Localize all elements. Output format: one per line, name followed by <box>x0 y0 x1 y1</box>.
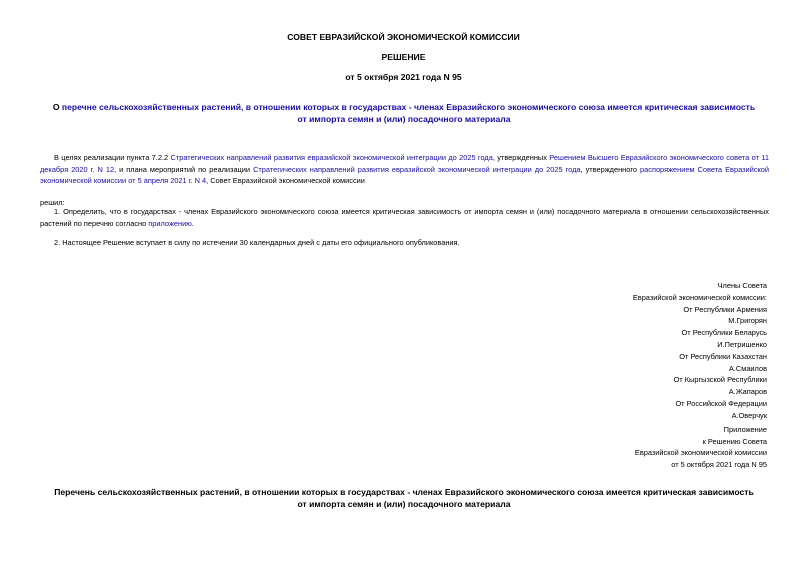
preamble-text-5: , Совет Евразийской экономической комиссии <box>206 176 365 185</box>
preamble-text-2: , утвержденных <box>492 153 550 162</box>
item-2-paragraph: 2. Настоящее Решение вступает в силу по истечении 30 календарных дней с даты его официального опубликования. <box>54 238 460 247</box>
signature-line: От Кыргызской Республики <box>673 375 767 385</box>
preamble-paragraph <box>40 152 769 187</box>
signature-line: А.Оверчук <box>731 410 767 420</box>
title-prefix: О <box>52 102 62 112</box>
signatures-block <box>633 280 767 422</box>
item-1-text: 1. Определить, что в государствах - членах Евразийского экономического союза имеется критическая зависимость от импорта семян и (или) посадочного материала в отношении сельскохозяйственных растений по перечню согласно <box>40 207 769 228</box>
signature-line: От Республики Беларусь <box>681 328 767 338</box>
item-1-paragraph <box>40 206 769 229</box>
org-heading: СОВЕТ ЕВРАЗИЙСКОЙ ЭКОНОМИЧЕСКОЙ КОМИССИИ <box>287 32 520 42</box>
appendix-block <box>635 424 767 470</box>
signature-line: А.Жапаров <box>728 387 767 397</box>
item-1-end: . <box>191 218 194 228</box>
signature-line: Члены Совета <box>717 281 767 290</box>
signature-line: От Республики Казахстан <box>679 351 767 361</box>
supreme-council-decision-link[interactable]: Решением Высшего Евразийского экономического совета от 11 декабря 2020 г. N 12 <box>40 153 769 174</box>
decided-label: решил: <box>40 198 65 207</box>
council-order-link[interactable]: распоряжением Совета Евразийской экономической комиссии от 5 апреля 2021 г. N 4 <box>40 164 770 185</box>
signature-line: М.Григорян <box>728 316 767 326</box>
preamble-text-3: , и плана мероприятий по реализации <box>114 164 254 174</box>
date-number-heading: от 5 октября 2021 года N 95 <box>345 72 462 82</box>
title-link[interactable]: перечне сельскохозяйственных растений, в отношении которых в государствах - членах Евразийского экономического союза имеется критическая зависимость <box>61 102 756 112</box>
strategy-link-2[interactable]: Стратегических направлений развития евразийской экономической интеграции до 2025 года <box>253 164 581 174</box>
appendix-line: Приложение <box>723 425 767 434</box>
appendix-title-line1: Перечень сельскохозяйственных растений, в отношении которых в государствах - членах Евразийского экономического союза имеется критическая зависимость <box>54 487 754 497</box>
signature-line: От Российской Федерации <box>675 398 767 408</box>
decision-title <box>36 101 772 125</box>
appendix-line: от 5 октября 2021 года N 95 <box>671 459 767 469</box>
doc-type-heading: РЕШЕНИЕ <box>381 52 426 62</box>
preamble-text-1: В целях реализации пункта 7.2.2 <box>54 153 171 162</box>
title-link-line2[interactable]: от импорта семян и (или) посадочного материала <box>297 114 511 124</box>
strategy-link-1[interactable]: Стратегических направлений развития евразийской экономической интеграции до 2025 года <box>170 153 493 162</box>
appendix-line: к Решению Совета <box>702 436 767 446</box>
preamble-text-4: , утвержденного <box>580 164 641 174</box>
appendix-title <box>36 486 772 510</box>
appendix-line: Евразийской экономической комиссии <box>634 448 767 457</box>
appendix-title-line2: от импорта семян и (или) посадочного материала <box>297 499 511 509</box>
appendix-link[interactable]: приложению <box>148 218 192 228</box>
signature-line: От Республики Армения <box>683 304 767 314</box>
signature-line: А.Смаилов <box>728 363 767 373</box>
signature-line: И.Петришенко <box>717 339 767 349</box>
signature-line: Евразийской экономической комиссии: <box>632 292 767 302</box>
